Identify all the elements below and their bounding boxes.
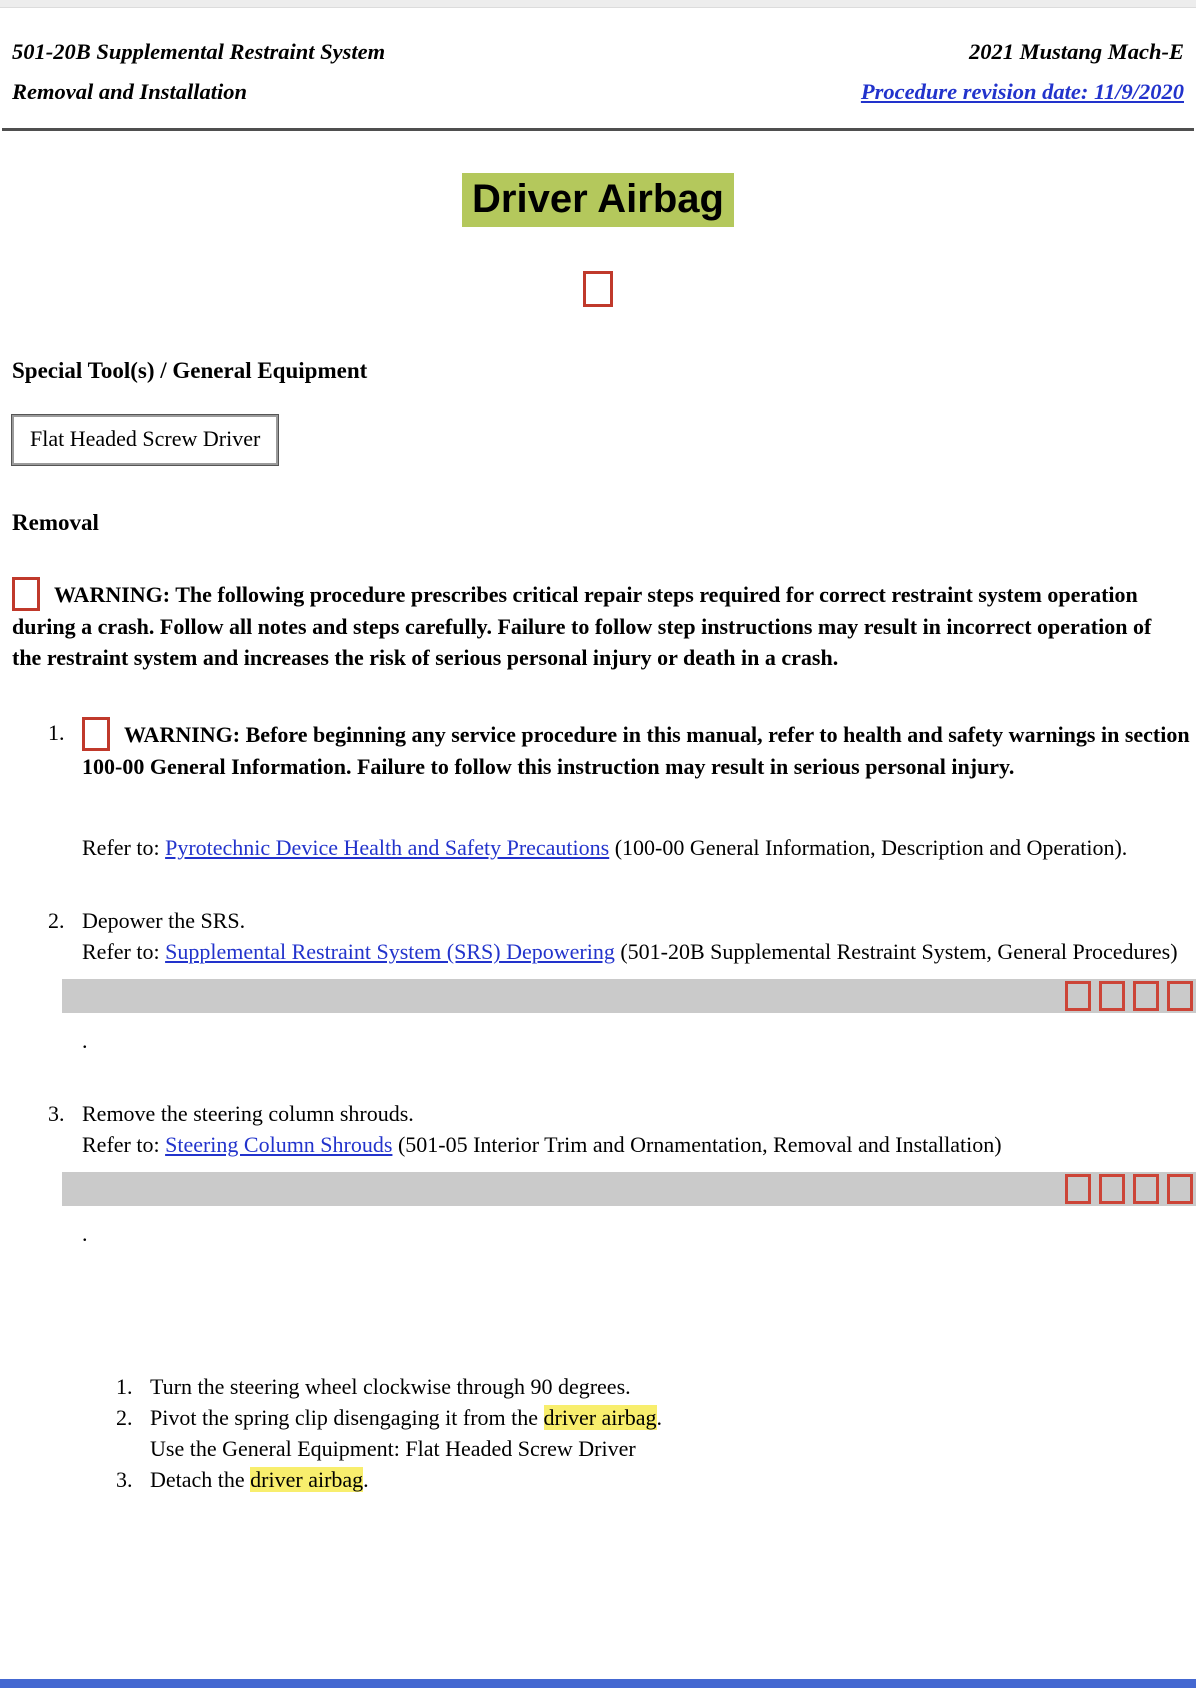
broken-media-control-icon[interactable] bbox=[1099, 1174, 1125, 1204]
refer-suffix: (100-00 General Information, Description and Operation). bbox=[609, 835, 1128, 860]
highlighted-term: driver airbag bbox=[250, 1467, 364, 1492]
substep-3 bbox=[116, 1464, 1196, 1495]
header-right bbox=[861, 32, 1184, 112]
warning-broken-image-icon bbox=[12, 577, 40, 611]
substep-2-body bbox=[150, 1402, 1196, 1464]
missing-image-row bbox=[0, 271, 1196, 315]
substep-text-pre: Pivot the spring clip disengaging it from the bbox=[150, 1405, 544, 1430]
equipment-heading: Special Tool(s) / General Equipment bbox=[12, 358, 368, 383]
title-row bbox=[0, 173, 1196, 227]
substep-number: 3. bbox=[116, 1467, 133, 1492]
step-3-body bbox=[82, 1098, 1196, 1495]
substep-2 bbox=[116, 1402, 1196, 1464]
media-placeholder-bar[interactable] bbox=[62, 979, 1196, 1013]
equipment-item-box bbox=[12, 415, 278, 465]
refer-prefix: Refer to: bbox=[82, 939, 166, 964]
header-left bbox=[12, 32, 385, 112]
page-title: Driver Airbag bbox=[462, 173, 734, 227]
header-divider bbox=[2, 128, 1194, 131]
highlighted-term: driver airbag bbox=[543, 1405, 657, 1430]
reference-link-pyrotechnic-precautions[interactable]: Pyrotechnic Device Health and Safety Precautions bbox=[165, 835, 610, 860]
section-subtitle: Removal and Installation bbox=[12, 79, 248, 104]
substep-number: 2. bbox=[116, 1405, 133, 1430]
document-header bbox=[0, 8, 1196, 112]
footer-accent-bar bbox=[0, 1679, 1196, 1688]
warning-label: WARNING: bbox=[54, 582, 171, 607]
substep-text-post: . bbox=[363, 1467, 369, 1492]
procedure-revision-link[interactable]: Procedure revision date: 11/9/2020 bbox=[860, 79, 1184, 104]
step-number: 1. bbox=[48, 720, 65, 745]
substep-1-body bbox=[150, 1371, 1196, 1402]
step-3-substeps bbox=[116, 1371, 1196, 1495]
substep-1 bbox=[116, 1371, 1196, 1402]
equipment-item-label: Flat Headed Screw Driver bbox=[30, 426, 261, 451]
step-2-body bbox=[82, 905, 1196, 1056]
step-number: 2. bbox=[48, 908, 65, 933]
step-number: 3. bbox=[48, 1101, 65, 1126]
step-3-reference bbox=[82, 1129, 1196, 1160]
media-placeholder-bar[interactable] bbox=[62, 1172, 1196, 1206]
reference-link-srs-depowering[interactable]: Supplemental Restraint System (SRS) Depowering bbox=[165, 939, 615, 964]
refer-prefix: Refer to: bbox=[82, 1132, 166, 1157]
refer-suffix: (501-20B Supplemental Restraint System, General Procedures) bbox=[614, 939, 1178, 964]
substep-equipment-note: Use the General Equipment: Flat Headed Screw Driver bbox=[150, 1436, 636, 1461]
step-2-trailing-period: . bbox=[82, 1028, 88, 1053]
step-1 bbox=[48, 717, 1196, 863]
substep-3-body bbox=[150, 1464, 1196, 1495]
broken-media-control-icon[interactable] bbox=[1167, 1174, 1193, 1204]
procedure-steps bbox=[48, 717, 1196, 1495]
substep-text-pre: Turn the steering wheel clockwise through 90 degrees. bbox=[150, 1374, 631, 1399]
step-2 bbox=[48, 905, 1196, 1056]
refer-suffix: (501-05 Interior Trim and Ornamentation, Removal and Installation) bbox=[392, 1132, 1002, 1157]
warning-text: Before beginning any service procedure in this manual, refer to health and safety warnings in section 100-00 General Information. Failure to follow this instruction may result in serious personal injury. bbox=[82, 722, 1190, 779]
substep-text bbox=[150, 1464, 1196, 1495]
step-3-instruction: Remove the steering column shrouds. bbox=[82, 1101, 414, 1126]
general-warning bbox=[12, 577, 1184, 673]
substep-text bbox=[150, 1371, 1196, 1402]
broken-media-control-icon[interactable] bbox=[1065, 1174, 1091, 1204]
window-top-edge bbox=[0, 0, 1196, 8]
reference-link-steering-column-shrouds[interactable]: Steering Column Shrouds bbox=[165, 1132, 393, 1157]
broken-image-icon bbox=[583, 271, 613, 307]
section-title: 501-20B Supplemental Restraint System bbox=[12, 39, 386, 64]
broken-media-control-icon[interactable] bbox=[1133, 981, 1159, 1011]
warning-text: The following procedure prescribes critical repair steps required for correct restraint system operation during a crash. Follow all notes and steps carefully. Failure to follow step instructions may result in incorrect operation of the restraint system and increases the risk of serious personal injury or death in a crash. bbox=[12, 582, 1152, 670]
step-1-reference bbox=[82, 832, 1196, 863]
step-3 bbox=[48, 1098, 1196, 1495]
vehicle-model: 2021 Mustang Mach-E bbox=[968, 39, 1184, 64]
warning-label: WARNING: bbox=[124, 722, 241, 747]
step-1-warning bbox=[82, 717, 1196, 782]
substep-text bbox=[150, 1402, 1196, 1433]
step-3-trailing-period: . bbox=[82, 1221, 88, 1246]
warning-broken-image-icon bbox=[82, 717, 110, 751]
substep-text-post: . bbox=[656, 1405, 663, 1430]
removal-heading: Removal bbox=[12, 510, 99, 535]
substep-text-pre: Detach the bbox=[150, 1467, 251, 1492]
step-1-body bbox=[82, 717, 1196, 863]
substep-number: 1. bbox=[116, 1374, 133, 1399]
refer-prefix: Refer to: bbox=[82, 835, 166, 860]
step-2-instruction: Depower the SRS. bbox=[82, 908, 246, 933]
broken-media-control-icon[interactable] bbox=[1065, 981, 1091, 1011]
broken-media-control-icon[interactable] bbox=[1099, 981, 1125, 1011]
step-2-reference bbox=[82, 936, 1196, 967]
broken-media-control-icon[interactable] bbox=[1167, 981, 1193, 1011]
broken-media-control-icon[interactable] bbox=[1133, 1174, 1159, 1204]
